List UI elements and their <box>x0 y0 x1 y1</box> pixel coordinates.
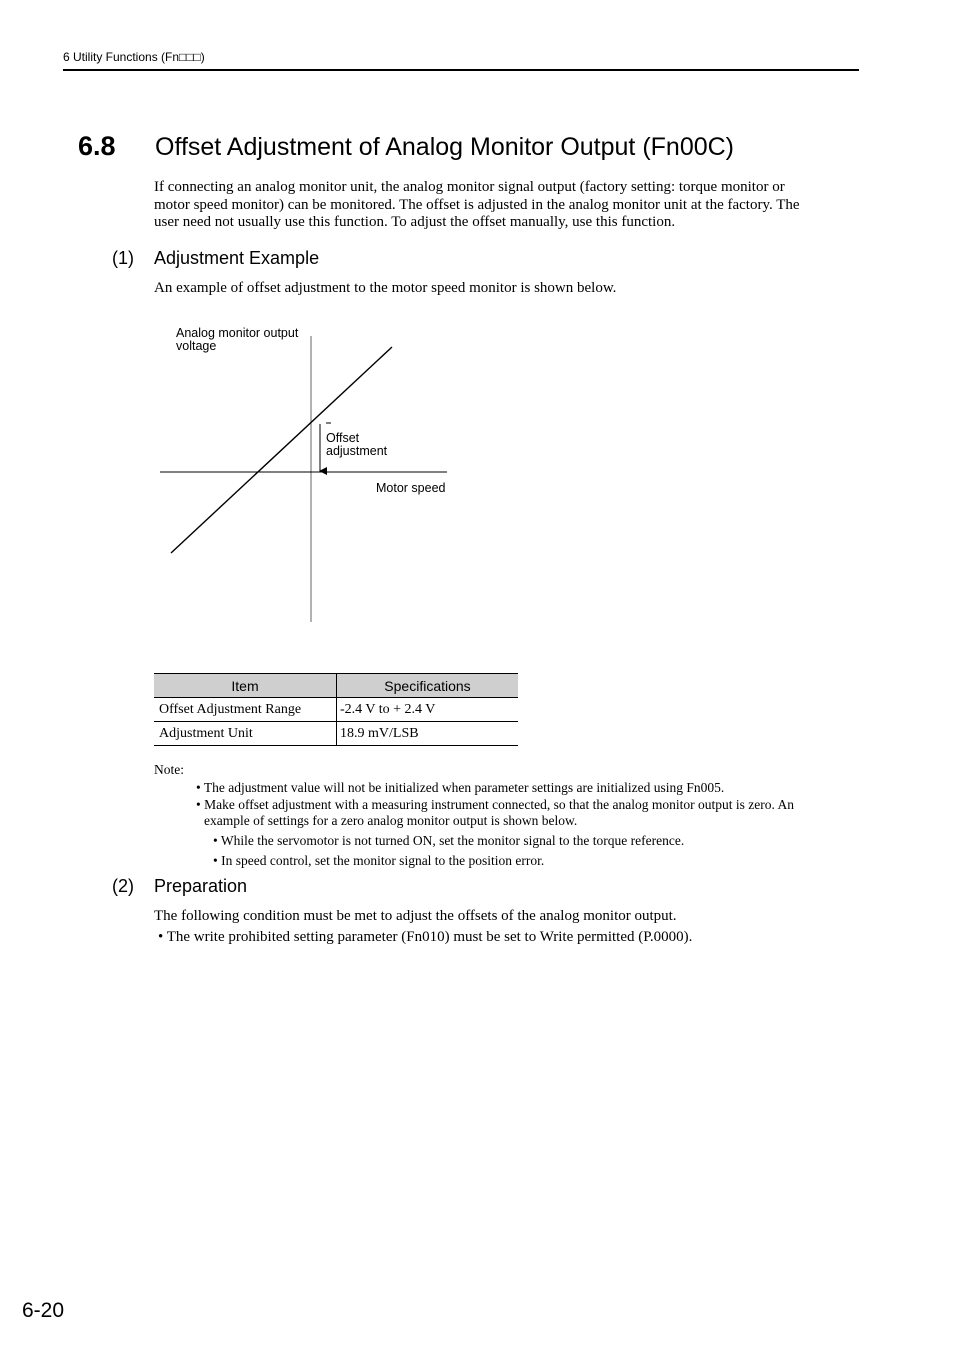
intro-line: user need not usually use this function. To adjust the offset manually, use this function. <box>154 214 676 230</box>
note-subitem: • While the servomotor is not turned ON, set the monitor signal to the torque reference. <box>213 833 685 848</box>
intro-line: motor speed monitor) can be monitored. The offset is adjusted in the analog monitor unit at the factory. The <box>154 196 800 213</box>
header-rule <box>63 69 859 71</box>
section-title: Offset Adjustment of Analog Monitor Output (Fn00C) <box>155 133 735 161</box>
subsection-number: (2) <box>112 876 134 896</box>
table-cell: Adjustment Unit <box>154 722 337 746</box>
note-item: • The adjustment value will not be initialized when parameter settings are initialized using Fn005. <box>196 780 725 795</box>
example-text: An example of offset adjustment to the motor speed monitor is shown below. <box>154 280 617 296</box>
column-header: Specifications <box>337 674 519 698</box>
subsection-title: Preparation <box>154 876 248 896</box>
column-header: Item <box>154 674 337 698</box>
running-header: 6 Utility Functions (Fn□□□) <box>63 50 205 64</box>
table-header-row <box>154 674 518 698</box>
offset-diagram <box>150 320 460 630</box>
table-cell: Offset Adjustment Range <box>154 698 337 722</box>
note-item <box>196 797 846 829</box>
table-cell: 18.9 mV/LSB <box>337 722 519 746</box>
preparation-bullet: • The write prohibited setting parameter (Fn010) must be set to Write permitted (P.0000). <box>158 929 693 945</box>
table-row <box>154 698 518 722</box>
x-axis-label: Motor speed <box>376 481 446 495</box>
table-cell: -2.4 V to + 2.4 V <box>337 698 519 722</box>
y-axis-label: voltage <box>176 339 217 353</box>
note-text: • Make offset adjustment with a measuring instrument connected, so that the analog monitor output is zero. An <box>196 797 794 812</box>
preparation-text: The following condition must be met to adjust the offsets of the analog monitor output. <box>154 908 677 924</box>
note-label: Note: <box>154 762 184 777</box>
subsection-number: (1) <box>112 248 134 268</box>
page-number: 6-20 <box>22 1299 65 1322</box>
note-text-continued: example of settings for a zero analog monitor output is shown below. <box>204 813 578 828</box>
table-row <box>154 722 518 746</box>
offset-label: Offset <box>326 431 360 445</box>
spec-table <box>154 673 518 746</box>
offset-label: adjustment <box>326 444 388 458</box>
subsection-title: Adjustment Example <box>154 248 320 268</box>
section-number: 6.8 <box>78 131 116 161</box>
y-axis-label: Analog monitor output <box>176 326 299 340</box>
intro-line: If connecting an analog monitor unit, the analog monitor signal output (factory setting: torque monitor or <box>154 179 785 195</box>
intro-paragraph <box>154 179 854 232</box>
note-subitem: • In speed control, set the monitor signal to the position error. <box>213 853 545 868</box>
